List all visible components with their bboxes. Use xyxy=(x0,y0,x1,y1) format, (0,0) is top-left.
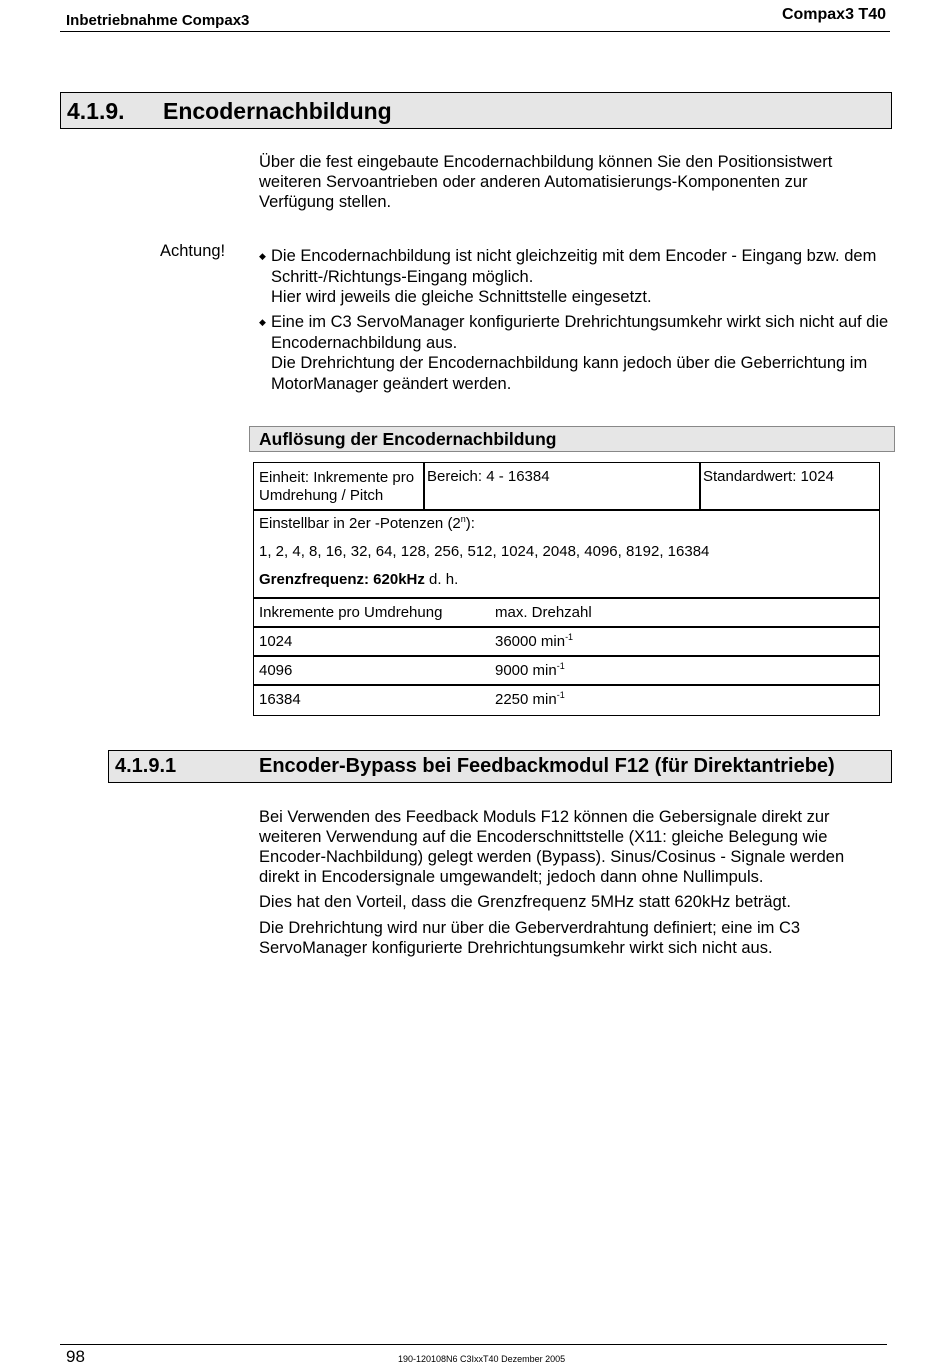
table-col-header-speed: max. Drehzahl xyxy=(495,604,592,621)
table-rule xyxy=(254,509,879,511)
section-title: Encodernachbildung xyxy=(163,98,392,124)
footer-rule xyxy=(60,1344,887,1345)
table-rule xyxy=(254,626,879,628)
table-cell-increments: 16384 xyxy=(259,691,301,708)
subsection-title: Auflösung der Encodernachbildung xyxy=(259,429,557,449)
diamond-bullet-icon: ◆ xyxy=(259,317,266,327)
section-heading xyxy=(60,92,892,129)
table-settable-note xyxy=(259,515,475,533)
table-cell-increments: 4096 xyxy=(259,662,293,679)
bullet-text: Eine im C3 ServoManager konfigurierte Drehrichtungsumkehr wirkt sich nicht auf die Encodernachbildung aus. xyxy=(271,313,889,352)
table-values-list: 1, 2, 4, 8, 16, 32, 64, 128, 256, 512, 1024, 2048, 4096, 8192, 16384 xyxy=(259,543,710,560)
table-limit-frequency xyxy=(259,571,458,589)
settable-suffix: ): xyxy=(465,515,475,532)
table-cell-increments: 1024 xyxy=(259,633,293,650)
bullet-text: Die Encodernachbildung ist nicht gleichzeitig mit dem Encoder - Eingang bzw. dem Schritt-/Richtungs-Eingang möglich. xyxy=(271,247,877,286)
warning-bullet xyxy=(259,246,889,308)
subsection-heading xyxy=(249,426,895,452)
running-header-right: Compax3 T40 xyxy=(781,6,886,23)
section-number: 4.1.9. xyxy=(67,98,125,124)
body-paragraph: Dies hat den Vorteil, dass die Grenzfrequenz 5MHz statt 620kHz beträgt. xyxy=(259,893,791,911)
settable-exponent: n xyxy=(460,514,466,524)
limit-frequency-bold: Grenzfrequenz: 620kHz xyxy=(259,571,425,588)
warning-bullet xyxy=(259,312,889,394)
table-cell-speed: 9000 $\min^{-1}$ xyxy=(495,661,565,679)
header-rule xyxy=(60,31,890,32)
intro-paragraph: Über die fest eingebaute Encodernachbildung können Sie den Positionsistwert weiteren Servoantrieben oder anderen Automatisierungs-Komponenten zur Verfügung stellen. xyxy=(259,153,833,211)
bullet-text-continued: Die Drehrichtung der Encodernachbildung kann jedoch über die Geberrichtung im MotorManager geändert werden. xyxy=(271,354,868,393)
body-paragraph: Die Drehrichtung wird nur über die Geberverdrahtung definiert; eine im C3 ServoManager konfigurierte Drehrichtungsumkehr wirkt sich nicht aus. xyxy=(259,919,801,957)
subsection-heading-encoder-bypass xyxy=(108,750,892,783)
body-paragraph: Bei Verwenden des Feedback Moduls F12 können die Gebersignale direkt zur weiteren Verwendung auf die Encoderschnittstelle (X11: gleiche Belegung wie Encoder-Nachbildung) gelegt werden (Bypass). Sinus/Cosinus - Signale werden direkt in Encodersignale umgewandelt; jedoch dann ohne Nullimpuls. xyxy=(259,808,845,886)
document-id: 190-120108N6 C3IxxT40 Dezember 2005 xyxy=(398,1354,566,1364)
table-cell-speed: 36000 $\min^{-1}$ xyxy=(495,632,574,650)
warning-label: Achtung! xyxy=(160,242,226,260)
table-divider xyxy=(423,463,425,510)
table-range-cell: Bereich: 4 - 16384 xyxy=(427,468,550,485)
table-unit-cell: Einheit: Inkremente pro Umdrehung / Pitch xyxy=(259,469,415,504)
section-number: 4.1.9.1 xyxy=(115,755,177,777)
table-default-cell: Standardwert: 1024 xyxy=(703,468,834,485)
settable-prefix: Einstellbar in 2er -Potenzen (2 xyxy=(259,515,461,532)
table-rule xyxy=(254,597,879,599)
running-header-left: Inbetriebnahme Compax3 xyxy=(66,12,250,29)
limit-frequency-rest: d. h. xyxy=(424,571,459,588)
resolution-table xyxy=(253,462,880,716)
diamond-bullet-icon: ◆ xyxy=(259,251,266,261)
table-divider xyxy=(699,463,701,510)
table-rule xyxy=(254,655,879,657)
page-number: 98 xyxy=(66,1347,85,1366)
table-cell-speed: 2250 $\min^{-1}$ xyxy=(495,690,565,708)
bullet-text-continued: Hier wird jeweils die gleiche Schnittstelle eingesetzt. xyxy=(271,288,652,306)
section-title: Encoder-Bypass bei Feedbackmodul F12 (für Direktantriebe) xyxy=(259,755,835,777)
table-col-header-increments: Inkremente pro Umdrehung xyxy=(259,604,443,621)
table-rule xyxy=(254,684,879,686)
